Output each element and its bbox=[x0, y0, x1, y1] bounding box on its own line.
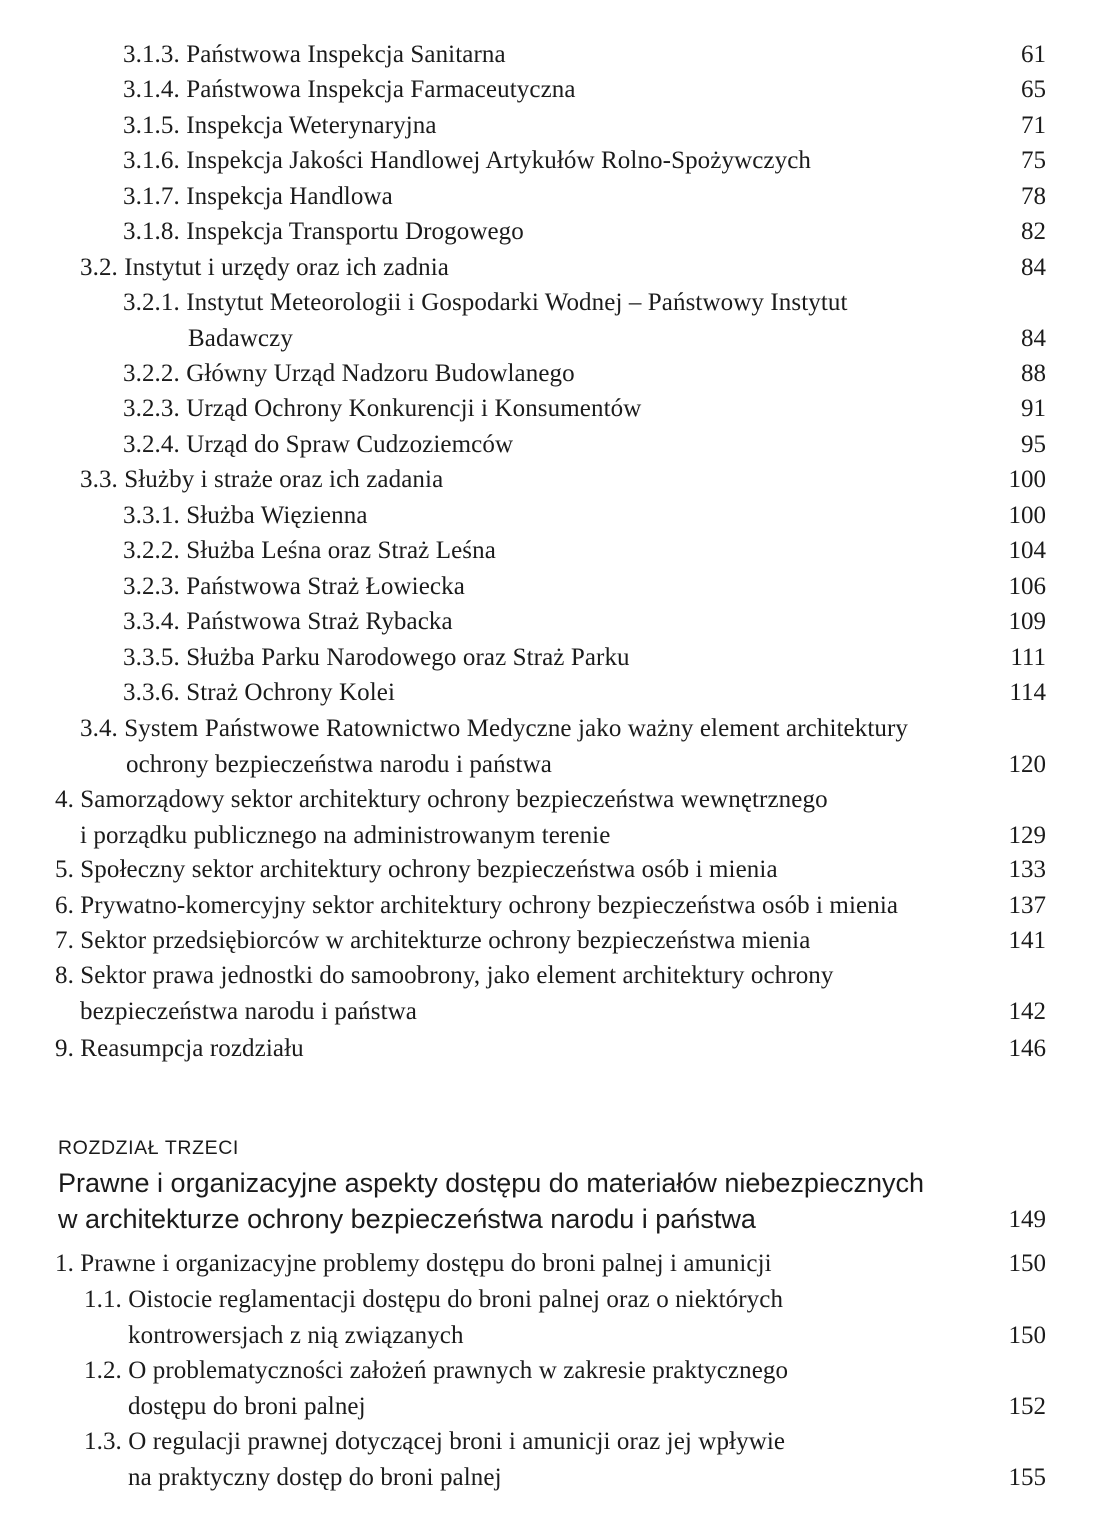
toc-entry-title-line: 3.3.4. Państwowa Straż Rybacka bbox=[123, 608, 453, 635]
toc-entry-title bbox=[0, 675, 395, 711]
toc-entry-title bbox=[0, 1282, 783, 1353]
toc-entry-page-number: 137 bbox=[1008, 892, 1046, 919]
toc-entry-title-line: 3.2.2. Główny Urząd Nadzoru Budowlanego bbox=[123, 360, 575, 387]
toc-entry-title bbox=[0, 356, 575, 392]
toc-entry-page-number: 104 bbox=[1008, 537, 1046, 564]
toc-entry-title-line: 3.1.6. Inspekcja Jakości Handlowej Artykułów Rolno-Spożywczych bbox=[123, 147, 812, 174]
toc-entry-title-line: 7. Sektor przedsiębiorców w architekturze ochrony bezpieczeństwa mienia bbox=[55, 927, 811, 954]
toc-entry-title-line: 3.2.4. Urząd do Spraw Cudzoziemców bbox=[123, 431, 514, 458]
toc-entry-title-line: 3.2.2. Służba Leśna oraz Straż Leśna bbox=[123, 537, 496, 564]
toc-entry-title bbox=[0, 888, 898, 924]
toc-entry-title-line: 3.3.5. Służba Parku Narodowego oraz Straż Parku bbox=[123, 644, 630, 671]
toc-entry-title-line: 1.2. O problematyczności założeń prawnych w zakresie praktycznego bbox=[84, 1357, 789, 1384]
toc-entry-title-line: 4. Samorządowy sektor architektury ochrony bezpieczeństwa wewnętrznego bbox=[55, 786, 828, 813]
toc-entry-title-line: 8. Sektor prawa jednostki do samoobrony, jako element architektury ochrony bbox=[55, 962, 834, 989]
toc-entry-title bbox=[0, 214, 524, 250]
toc-entry-title-line: 3.2.3. Urząd Ochrony Konkurencji i Konsumentów bbox=[123, 395, 642, 422]
toc-entry-title-line: dostępu do broni palnej bbox=[128, 1392, 366, 1420]
toc-entry-page-number: 100 bbox=[1008, 466, 1046, 493]
toc-entry-page-number: 109 bbox=[1008, 608, 1046, 635]
chapter-title bbox=[58, 1165, 924, 1237]
toc-entry-title-line: 3.1.4. Państwowa Inspekcja Farmaceutyczna bbox=[123, 76, 576, 103]
toc-entry-title-line: 3.1.3. Państwowa Inspekcja Sanitarna bbox=[123, 41, 506, 68]
chapter-page-number: 149 bbox=[1008, 1206, 1046, 1233]
toc-entry-page-number: 84 bbox=[1021, 324, 1046, 352]
toc-entry-title-line: 3.1.7. Inspekcja Handlowa bbox=[123, 183, 393, 210]
toc-entry-page-number: 141 bbox=[1008, 927, 1046, 954]
toc-entry-page-number: 65 bbox=[1021, 76, 1046, 103]
toc-entry-title bbox=[0, 250, 449, 286]
toc-entry-page-number: 95 bbox=[1021, 431, 1046, 458]
toc-entry-page-number: 111 bbox=[1010, 644, 1046, 671]
toc-entry-page-number: 100 bbox=[1008, 502, 1046, 529]
toc-entry-title-line: 1. Prawne i organizacyjne problemy dostępu do broni palnej i amunicji bbox=[55, 1250, 772, 1277]
toc-entry-title-line: 3.1.5. Inspekcja Weterynaryjna bbox=[123, 112, 437, 139]
toc-entry-title bbox=[0, 1424, 785, 1495]
chapter-title-line: w architekturze ochrony bezpieczeństwa narodu i państwa bbox=[58, 1204, 756, 1234]
toc-entry-title bbox=[0, 852, 778, 888]
toc-entry-title-line: 9. Reasumpcja rozdziału bbox=[55, 1035, 304, 1062]
toc-entry-title-line: ochrony bezpieczeństwa narodu i państwa bbox=[126, 750, 552, 778]
toc-entry-title-line: 3.2. Instytut i urzędy oraz ich zadnia bbox=[80, 254, 449, 281]
toc-entry-title bbox=[0, 498, 368, 534]
toc-entry-page-number: 75 bbox=[1021, 147, 1046, 174]
toc-entry-title bbox=[0, 37, 506, 73]
toc-entry-page-number: 142 bbox=[1008, 997, 1046, 1025]
toc-entry-page-number: 71 bbox=[1021, 112, 1046, 139]
toc-entry-title-line: 3.2.1. Instytut Meteorologii i Gospodarki Wodnej – Państwowy Instytut bbox=[123, 289, 848, 316]
toc-entry-page-number: 150 bbox=[1008, 1321, 1046, 1349]
toc-entry-page-number: 150 bbox=[1008, 1250, 1046, 1277]
toc-entry-title-line: 6. Prywatno-komercyjny sektor architektury ochrony bezpieczeństwa osób i mienia bbox=[55, 892, 899, 919]
toc-entry-page-number: 78 bbox=[1021, 183, 1046, 210]
toc-entry-page-number: 152 bbox=[1008, 1392, 1046, 1420]
toc-entry-title bbox=[0, 179, 393, 215]
toc-entry-title bbox=[0, 1246, 772, 1282]
toc-entry-title bbox=[0, 640, 630, 676]
toc-entry-title bbox=[0, 604, 453, 640]
toc-entry-page-number: 155 bbox=[1008, 1463, 1046, 1491]
chapter-title-line: Prawne i organizacyjne aspekty dostępu do materiałów niebezpiecznych bbox=[58, 1168, 924, 1198]
toc-entry-title bbox=[0, 391, 641, 427]
toc-entry-title-line: 1.3. O regulacji prawnej dotyczącej broni i amunicji oraz jej wpływie bbox=[84, 1428, 786, 1455]
toc-entry-title-line: 3.1.8. Inspekcja Transportu Drogowego bbox=[123, 218, 524, 245]
toc-entry-page-number: 146 bbox=[1008, 1035, 1046, 1062]
toc-entry-title bbox=[0, 1353, 788, 1424]
toc-entry-title-line: 3.3. Służby i straże oraz ich zadania bbox=[80, 466, 444, 493]
toc-entry-page-number: 91 bbox=[1021, 395, 1046, 422]
toc-entry-title-line: 3.3.6. Straż Ochrony Kolei bbox=[123, 679, 395, 706]
chapter-label: ROZDZIAŁ TRZECI bbox=[58, 1137, 239, 1159]
toc-entry-title bbox=[0, 143, 811, 179]
toc-entry-page-number: 106 bbox=[1008, 573, 1046, 600]
toc-entry-title bbox=[0, 1031, 304, 1067]
toc-entry-title bbox=[0, 108, 437, 144]
toc-entry-title-line: 3.2.3. Państwowa Straż Łowiecka bbox=[123, 573, 465, 600]
toc-entry-page-number: 120 bbox=[1008, 750, 1046, 778]
toc-entry-title bbox=[0, 958, 834, 1029]
toc-entry-title bbox=[0, 923, 810, 959]
toc-entry-title bbox=[0, 782, 828, 853]
toc-entry-title bbox=[0, 569, 465, 605]
toc-entry-title-line: na praktyczny dostęp do broni palnej bbox=[128, 1463, 502, 1491]
toc-entry-page-number: 133 bbox=[1008, 856, 1046, 883]
toc-entry-title-line: kontrowersjach z nią związanych bbox=[128, 1321, 464, 1349]
toc-entry-page-number: 88 bbox=[1021, 360, 1046, 387]
toc-entry-page-number: 84 bbox=[1021, 254, 1046, 281]
toc-entry-title-line: bezpieczeństwa narodu i państwa bbox=[80, 997, 417, 1025]
toc-entry-page-number: 129 bbox=[1008, 821, 1046, 849]
toc-entry-title bbox=[0, 427, 513, 463]
toc-entry-page-number: 61 bbox=[1021, 41, 1046, 68]
toc-entry-title bbox=[0, 72, 576, 108]
toc-entry-title-line: Badawczy bbox=[188, 324, 293, 352]
toc-entry-title-line: 3.3.1. Służba Więzienna bbox=[123, 502, 368, 529]
toc-entry-title-line: 1.1. Oistocie reglamentacji dostępu do broni palnej oraz o niektórych bbox=[84, 1286, 784, 1313]
toc-entry-title bbox=[0, 285, 848, 356]
toc-entry-title-line: 3.4. System Państwowe Ratownictwo Medyczne jako ważny element architektury bbox=[80, 715, 909, 742]
toc-entry-title-line: 5. Społeczny sektor architektury ochrony bezpieczeństwa osób i mienia bbox=[55, 856, 778, 883]
toc-entry-title bbox=[0, 462, 443, 498]
toc-entry-page-number: 82 bbox=[1021, 218, 1046, 245]
toc-entry-title bbox=[0, 711, 908, 782]
toc-entry-page-number: 114 bbox=[1009, 679, 1046, 706]
toc-entry-title bbox=[0, 533, 496, 569]
toc-entry-title-line: i porządku publicznego na administrowanym terenie bbox=[80, 821, 611, 849]
